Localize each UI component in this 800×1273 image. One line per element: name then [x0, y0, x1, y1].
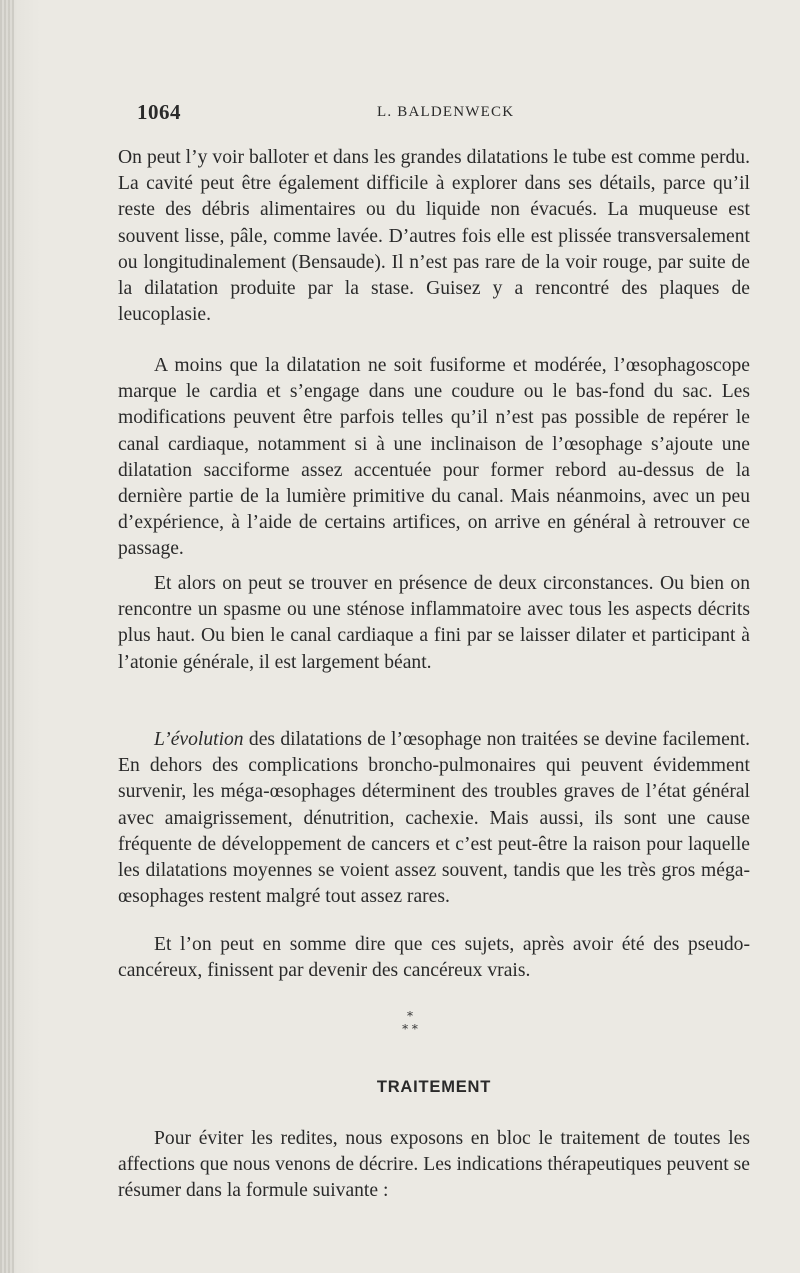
asterism-separator — [380, 1010, 440, 1036]
page-binding-edge — [0, 0, 14, 1273]
section-title: TRAITEMENT — [376, 1078, 492, 1096]
paragraph-6: Pour éviter les redites, nous exposons en bloc le traitement de toutes les affections que nous venons de décrire. Les indications thérapeutiques peuvent se résumer dans la formule suivante : — [118, 1128, 750, 1202]
asterism-bottom: * * — [402, 1022, 418, 1036]
page-number: 1064 — [137, 100, 181, 124]
paragraph-4-text: des dilatations de l’œsophage non traitées se devine facilement. En dehors des complications broncho-pulmonaires qui peuvent évidemment survenir, les méga-œsophages déterminent des troubles graves de l’état général avec amaigrissement, dénutrition, cachexie. Mais aussi, ils sont une cause fréquente de développement de cancers et c’est peut-être la raison pour laquelle les dilatations moyennes se voient assez souvent, tandis que les très gros méga-œsophages restent malgré tout assez rares. — [118, 729, 750, 908]
paragraph-5: Et l’on peut en somme dire que ces sujets, après avoir été des pseudo-cancéreux, finissent par devenir des cancéreux vrais. — [118, 934, 750, 982]
running-head: L. BALDENWECK — [377, 104, 515, 120]
paragraph-1: On peut l’y voir balloter et dans les grandes dilatations le tube est comme perdu. La cavité peut être également difficile à explorer dans ses détails, parce qu’il reste des débris alimentaires ou du liquide non évacués. La muqueuse est souvent lisse, pâle, comme lavée. D’autres fois elle est plissée transversalement ou longitudinalement (Bensaude). Il n’est pas rare de la voir rouge, par suite de la dilatation produite par la stase. Guisez y a rencontré des plaques de leucoplasie. — [118, 147, 750, 326]
paragraph-2: A moins que la dilatation ne soit fusiforme et modérée, l’œsophagoscope marque le cardia et s’engage dans une coudure ou le bas-fond du sac. Les modifications peuvent être parfois telles qu’il n’est pas possible de repérer le canal cardiaque, notamment si à une inclinaison de l’œsophage s’ajoute une dilatation sacciforme assez accentuée pour former rebord au-dessus de la dernière partie de la lumière primitive du canal. Mais néanmoins, avec un peu d’expérience, à l’aide de certains artifices, on arrive en général à retrouver ce passage. — [118, 355, 750, 560]
paragraph-3: Et alors on peut se trouver en présence de deux circonstances. Ou bien on rencontre un spasme ou une sténose inflammatoire avec tous les aspects décrits plus haut. Ou bien le canal cardiaque a fini par se laisser dilater et participant à l’atonie générale, il est largement béant. — [118, 573, 750, 673]
page-header — [137, 100, 737, 128]
paragraph-4-italic-lead: L’évolution — [154, 729, 244, 750]
asterism-top: * — [407, 1009, 413, 1023]
paragraph-4 — [118, 727, 750, 910]
